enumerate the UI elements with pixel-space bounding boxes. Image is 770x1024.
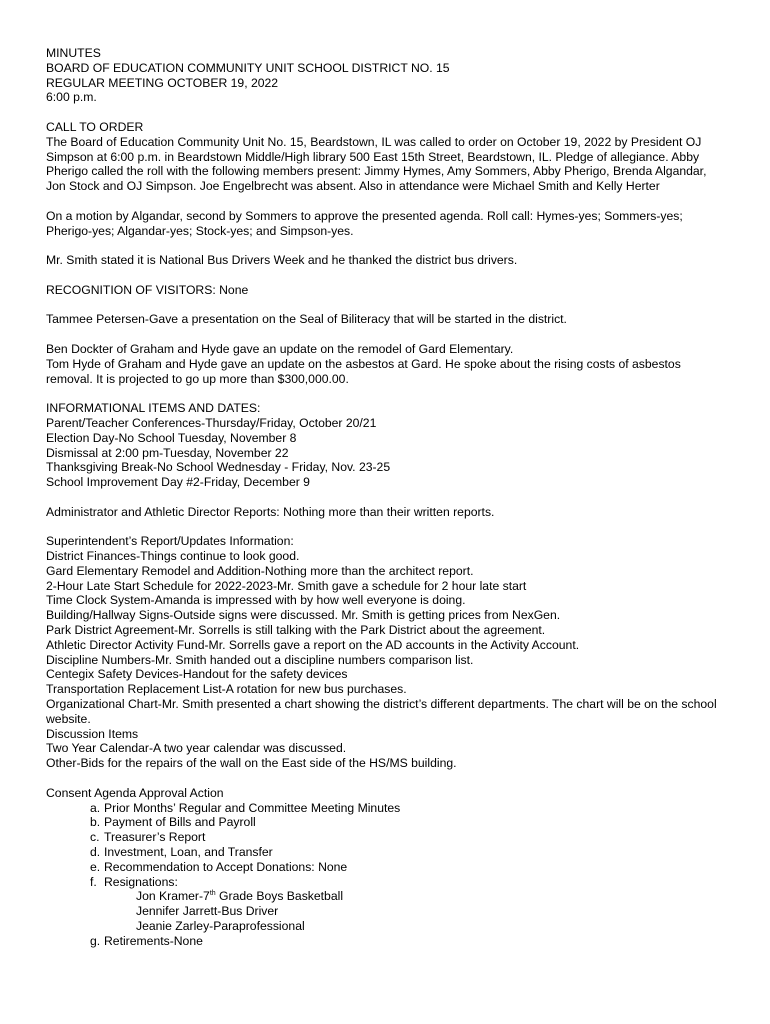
list-item: Election Day-No School Tuesday, November 8 <box>46 430 297 445</box>
list-item: Parent/Teacher Conferences-Thursday/Friday, October 20/21 <box>46 415 377 430</box>
consent-item-label: a. <box>90 800 101 815</box>
consent-item <box>46 845 718 860</box>
consent-item-label: g. <box>90 933 101 948</box>
call-to-order-section <box>46 120 718 194</box>
header-title: MINUTES <box>46 46 101 60</box>
resignation-kramer-role: Grade Boys Basketball <box>215 889 344 904</box>
call-to-order-heading: CALL TO ORDER <box>46 119 144 134</box>
consent-item-text: Prior Months’ Regular and Committee Meeting Minutes <box>104 800 401 815</box>
agenda-motion-paragraph: On a motion by Algandar, second by Sommers to approve the presented agenda. Roll call: Hymes-yes; Sommers-yes; Pherigo-yes; Algandar-yes; Stock-yes; and Simpson-yes. <box>46 208 683 238</box>
list-item: School Improvement Day #2-Friday, December 9 <box>46 475 310 490</box>
list-item: Dismissal at 2:00 pm-Tuesday, November 22 <box>46 445 289 460</box>
informational-heading: INFORMATIONAL ITEMS AND DATES: <box>46 401 261 416</box>
header-meeting-time: 6:00 p.m. <box>46 90 97 105</box>
consent-item <box>46 875 718 890</box>
superintendent-report-section <box>46 534 718 771</box>
consent-item-label: d. <box>90 845 101 860</box>
consent-item <box>46 801 718 816</box>
consent-item-text: Payment of Bills and Payroll <box>104 815 256 830</box>
list-item: Building/Hallway Signs-Outside signs were discussed. Mr. Smith is getting prices from NexGen. <box>46 608 561 623</box>
consent-item <box>46 830 718 845</box>
consent-item-text: Resignations: <box>104 874 178 889</box>
list-item: Discipline Numbers-Mr. Smith handed out a discipline numbers comparison list. <box>46 652 474 667</box>
consent-item-text: Investment, Loan, and Transfer <box>104 845 273 860</box>
list-item: Transportation Replacement List-A rotation for new bus purchases. <box>46 682 407 697</box>
minutes-document <box>46 46 718 949</box>
consent-item <box>46 815 718 830</box>
list-item: Athletic Director Activity Fund-Mr. Sorrells gave a report on the AD accounts in the Activity Account. <box>46 637 580 652</box>
consent-item-text: Recommendation to Accept Donations: None <box>104 859 348 874</box>
list-item: Centegix Safety Devices-Handout for the safety devices <box>46 667 348 682</box>
call-to-order-text: The Board of Education Community Unit No. 15, Beardstown, IL was called to order on October 19, 2022 by President OJ Simpson at 6:00 p.m. in Beardstown Middle/High library 500 East 15th Street, Beardstown, IL. Pledge of allegiance. Abby Pherigo called the roll with the following members present: Jimmy Hymes, Amy Sommers, Abby Pherigo, Brenda Algandar, Jon Stock and OJ Simpson. Joe Engelbrecht was absent. Also in attendance were Michael Smith and Kelly Herter <box>46 134 707 194</box>
list-item: 2-Hour Late Start Schedule for 2022-2023-Mr. Smith gave a schedule for 2 hour late start <box>46 578 527 593</box>
consent-item <box>46 934 718 949</box>
consent-agenda-heading: Consent Agenda Approval Action <box>46 785 224 800</box>
superintendent-heading: Superintendent’s Report/Updates Information: <box>46 534 294 549</box>
list-item: Organizational Chart-Mr. Smith presented a chart showing the district’s different departments. The chart will be on the school website. <box>46 697 717 726</box>
consent-item-label: e. <box>90 859 101 874</box>
list-item: Gard Elementary Remodel and Addition-Nothing more than the architect report. <box>46 563 474 578</box>
document-header <box>46 46 718 105</box>
list-item: Other-Bids for the repairs of the wall on the East side of the HS/MS building. <box>46 756 457 771</box>
consent-agenda-section <box>46 786 718 949</box>
ordinal-suffix: th <box>209 890 216 898</box>
list-item: Time Clock System-Amanda is impressed with by how well everyone is doing. <box>46 593 466 608</box>
consent-item-label: c. <box>90 830 100 845</box>
recognition-of-visitors: RECOGNITION OF VISITORS: None <box>46 282 249 297</box>
resignation-entry: Jennifer Jarrett-Bus Driver <box>136 904 279 919</box>
consent-item-label: b. <box>90 815 101 830</box>
gard-update-section <box>46 342 718 386</box>
gard-asbestos-update: Tom Hyde of Graham and Hyde gave an update on the asbestos at Gard. He spoke about the rising costs of asbestos removal. It is projected to go up more than $300,000.00. <box>46 356 681 386</box>
consent-item <box>46 860 718 875</box>
list-item: District Finances-Things continue to look good. <box>46 549 300 564</box>
biliteracy-paragraph: Tammee Petersen-Gave a presentation on the Seal of Biliteracy that will be started in the district. <box>46 312 567 327</box>
administrator-reports-paragraph: Administrator and Athletic Director Reports: Nothing more than their written reports. <box>46 504 495 519</box>
gard-remodel-update: Ben Dockter of Graham and Hyde gave an update on the remodel of Gard Elementary. <box>46 341 514 356</box>
consent-item-text: Retirements-None <box>104 933 203 948</box>
header-meeting-date: REGULAR MEETING OCTOBER 19, 2022 <box>46 75 279 90</box>
discussion-items-heading: Discussion Items <box>46 726 139 741</box>
list-item: Park District Agreement-Mr. Sorrells is still talking with the Park District about the agreement. <box>46 623 546 638</box>
list-item: Thanksgiving Break-No School Wednesday - Friday, Nov. 23-25 <box>46 460 391 475</box>
resignation-entry: Jeanie Zarley-Paraprofessional <box>136 919 305 934</box>
resignation-entry <box>46 889 718 904</box>
list-item: Two Year Calendar-A two year calendar was discussed. <box>46 741 347 756</box>
resignation-kramer-name: Jon Kramer-7 <box>136 889 210 904</box>
consent-item-label: f. <box>90 874 97 889</box>
consent-item-text: Treasurer’s Report <box>104 830 206 845</box>
header-board-name: BOARD OF EDUCATION COMMUNITY UNIT SCHOOL DISTRICT NO. 15 <box>46 60 450 75</box>
bus-drivers-paragraph: Mr. Smith stated it is National Bus Drivers Week and he thanked the district bus drivers. <box>46 253 518 268</box>
informational-items-section <box>46 401 718 490</box>
